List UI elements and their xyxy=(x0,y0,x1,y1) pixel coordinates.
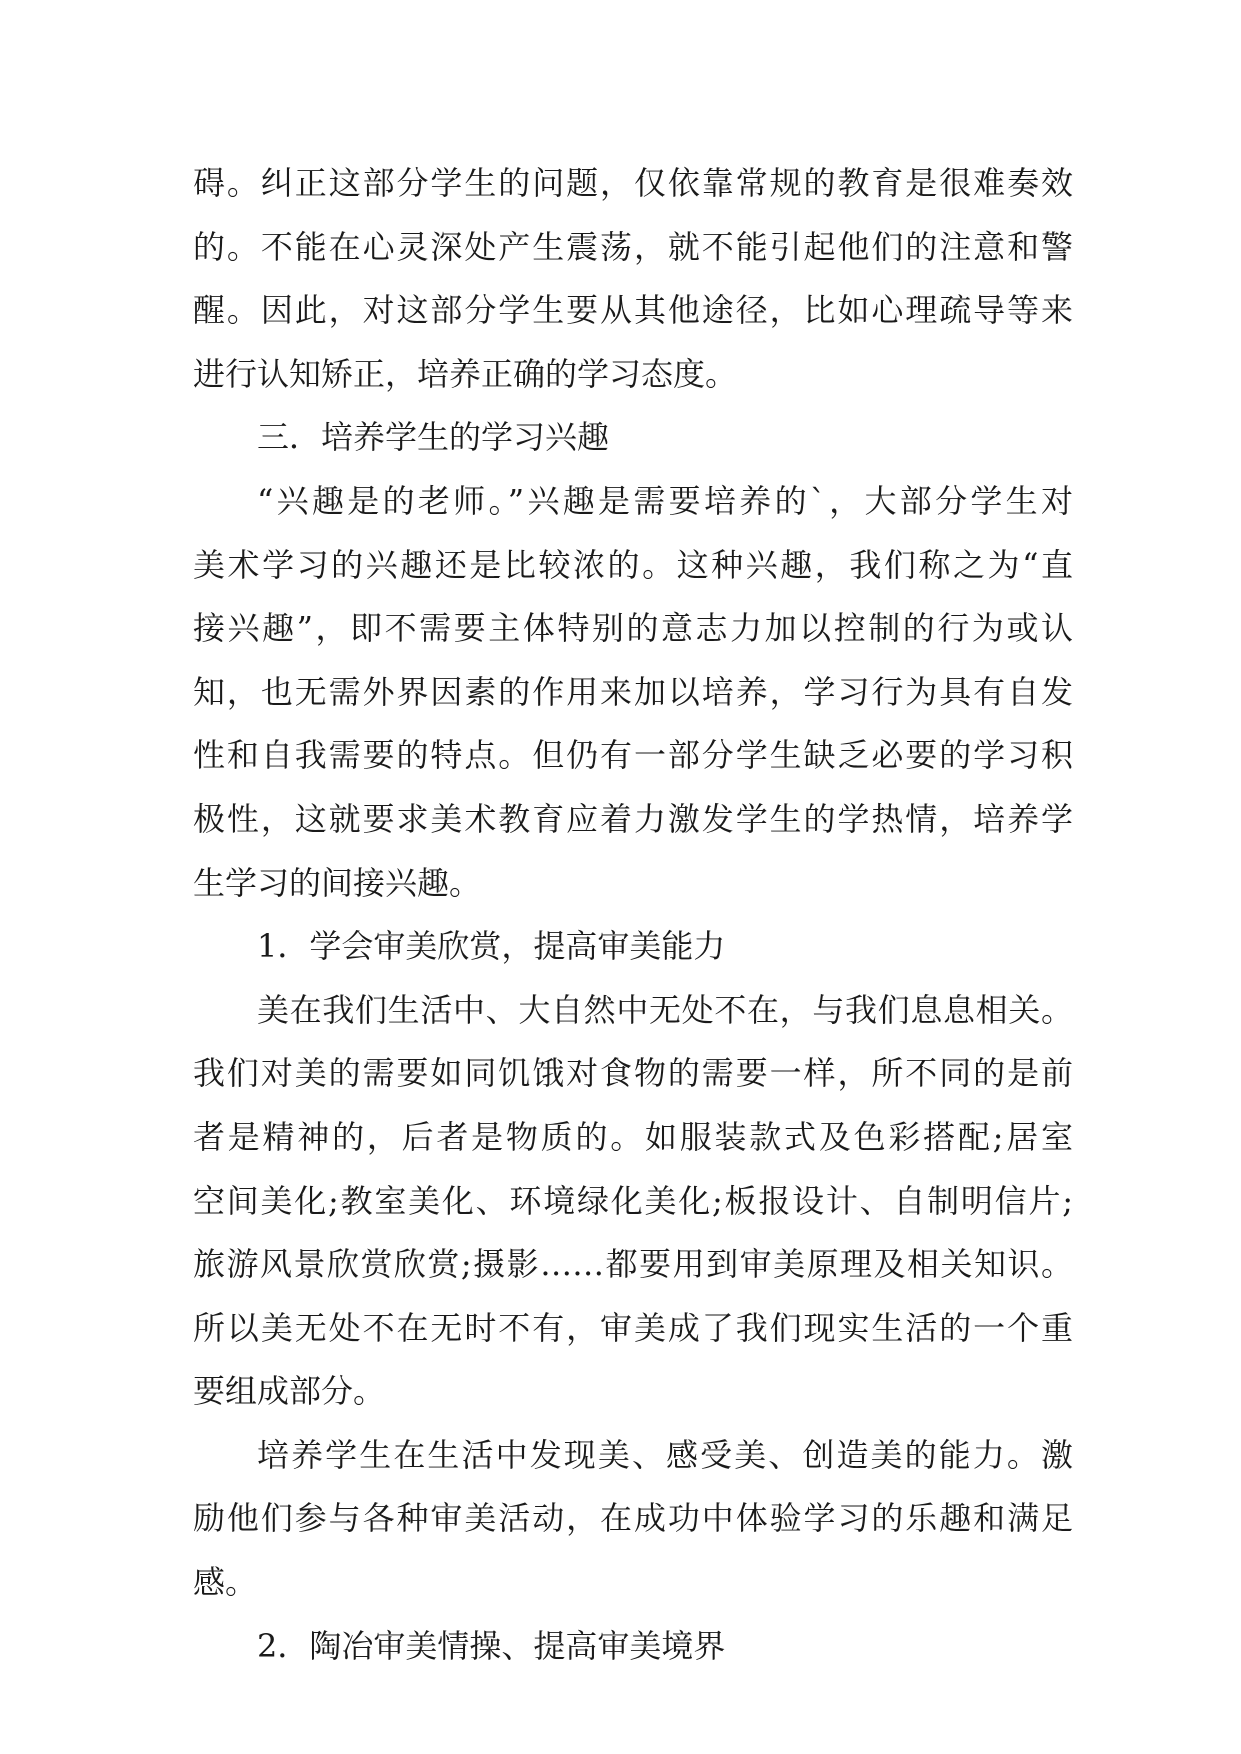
paragraph-line: 要组成部分。 xyxy=(193,1372,386,1411)
body-text xyxy=(193,152,1073,1678)
paragraph-line: 者是精神的，后者是物质的。如服装款式及色彩搭配;居室 xyxy=(193,1117,1073,1156)
paragraph-line: “兴趣是的老师。”兴趣是需要培养的`，大部分学生对 xyxy=(257,481,1073,520)
paragraph-line: 美术学习的兴趣还是比较浓的。这种兴趣，我们称之为“直 xyxy=(193,545,1073,584)
section-heading: 三．培养学生的学习兴趣 xyxy=(257,418,610,457)
paragraph-line: 碍。纠正这部分学生的问题，仅依靠常规的教育是很难奏效 xyxy=(193,164,1073,202)
paragraph-line: 性和自我需要的特点。但仍有一部分学生缺乏必要的学习积 xyxy=(193,736,1073,775)
paragraph-line: 的。不能在心灵深处产生震荡，就不能引起他们的注意和警 xyxy=(193,227,1073,266)
paragraph-line: 所以美无处不在无时不有，审美成了我们现实生活的一个重 xyxy=(193,1308,1073,1347)
paragraph-line: 美在我们生活中、大自然中无处不在，与我们息息相关。 xyxy=(257,990,1073,1029)
paragraph-line: 知，也无需外界因素的作用来加以培养，学习行为具有自发 xyxy=(193,672,1073,711)
paragraph-line: 接兴趣”，即不需要主体特别的意志力加以控制的行为或认 xyxy=(193,609,1073,648)
paragraph-line: 旅游风景欣赏欣赏;摄影……都要用到审美原理及相关知识。 xyxy=(193,1245,1073,1284)
paragraph-line: 极性，这就要求美术教育应着力激发学生的学热情，培养学 xyxy=(193,799,1073,838)
paragraph-line: 我们对美的需要如同饥饿对食物的需要一样，所不同的是前 xyxy=(193,1054,1073,1093)
paragraph-line: 培养学生在生活中发现美、感受美、创造美的能力。激 xyxy=(257,1435,1073,1474)
subsection-heading: 1．学会审美欣赏，提高审美能力 xyxy=(257,927,726,966)
subsection-heading: 2．陶冶审美情操、提高审美境界 xyxy=(257,1626,726,1665)
paragraph-line: 空间美化;教室美化、环境绿化美化;板报设计、自制明信片; xyxy=(193,1181,1073,1220)
paragraph-line: 生学习的间接兴趣。 xyxy=(193,863,482,902)
paragraph-line: 醒。因此，对这部分学生要从其他途径，比如心理疏导等来 xyxy=(193,291,1073,330)
paragraph-line: 感。 xyxy=(193,1563,258,1602)
paragraph-line: 励他们参与各种审美活动，在成功中体验学习的乐趣和满足 xyxy=(193,1499,1073,1538)
paragraph-line: 进行认知矫正，培养正确的学习态度。 xyxy=(193,354,738,393)
